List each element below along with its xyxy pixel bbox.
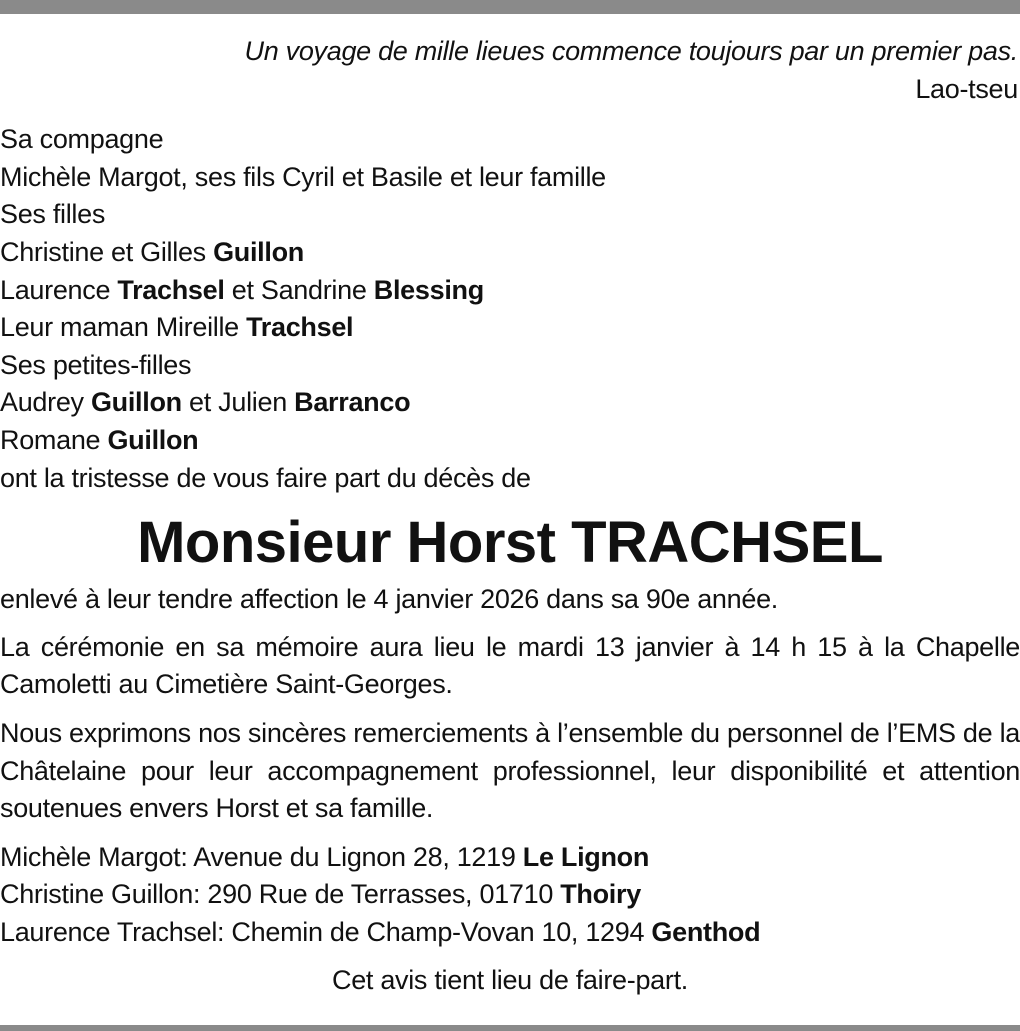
obituary-notice: [0, 33, 1020, 1000]
family-line: Ses filles: [0, 199, 106, 230]
family-line: Christine et Gilles Guillon: [0, 236, 304, 267]
ceremony-paragraph: La cérémonie en sa mémoire aura lieu le mardi 13 janvier à 14 h 15 à la Chapelle Camoletti au Cimetière Saint-Georges.: [0, 631, 1020, 700]
family-line: Ses petites-filles: [0, 349, 192, 380]
deceased-name: Monsieur Horst TRACHSEL: [137, 510, 883, 576]
quote-author: Lao-tseu: [915, 73, 1018, 104]
family-list: [0, 121, 1020, 497]
family-line: Audrey Guillon et Julien Barranco: [0, 387, 411, 418]
address-line: Michèle Margot: Avenue du Lignon 28, 1219 Le Lignon: [0, 841, 650, 872]
death-paragraph: enlevé à leur tendre affection le 4 janvier 2026 dans sa 90e année.: [0, 584, 778, 615]
address-city: Le Lignon: [522, 841, 650, 872]
thanks-paragraph: Nous exprimons nos sincères remerciements à l’ensemble du personnel de l’EMS de la Châtelaine pour leur accompagnement professionnel, leur disponibilité et attention soutenues envers Horst et sa famille.: [0, 717, 1020, 824]
address-list: [0, 839, 1020, 952]
family-line: Leur maman Mireille Trachsel: [0, 312, 354, 343]
family-surname: Guillon: [107, 424, 199, 455]
family-surname: Trachsel: [117, 274, 225, 305]
closing-note: Cet avis tient lieu de faire-part.: [332, 965, 688, 996]
family-surname: Barranco: [294, 387, 411, 418]
address-city: Thoiry: [560, 879, 641, 910]
family-surname: Blessing: [373, 274, 484, 305]
family-line: Michèle Margot, ses fils Cyril et Basile et leur famille: [0, 161, 606, 192]
family-surname: Guillon: [90, 387, 182, 418]
family-line: ont la tristesse de vous faire part du décès de: [0, 462, 531, 493]
family-line: Romane Guillon: [0, 424, 199, 455]
address-city: Genthod: [651, 916, 761, 947]
top-rule: [0, 0, 1020, 14]
family-surname: Guillon: [213, 236, 304, 267]
address-line: Christine Guillon: 290 Rue de Terrasses, 01710 Thoiry: [0, 879, 641, 910]
bottom-rule: [0, 1025, 1020, 1031]
family-surname: Trachsel: [246, 312, 354, 343]
family-line: Sa compagne: [0, 124, 164, 155]
family-line: Laurence Trachsel et Sandrine Blessing: [0, 274, 484, 305]
quote-text: Un voyage de mille lieues commence toujours par un premier pas.: [244, 36, 1018, 66]
address-line: Laurence Trachsel: Chemin de Champ-Vovan 10, 1294 Genthod: [0, 916, 761, 947]
